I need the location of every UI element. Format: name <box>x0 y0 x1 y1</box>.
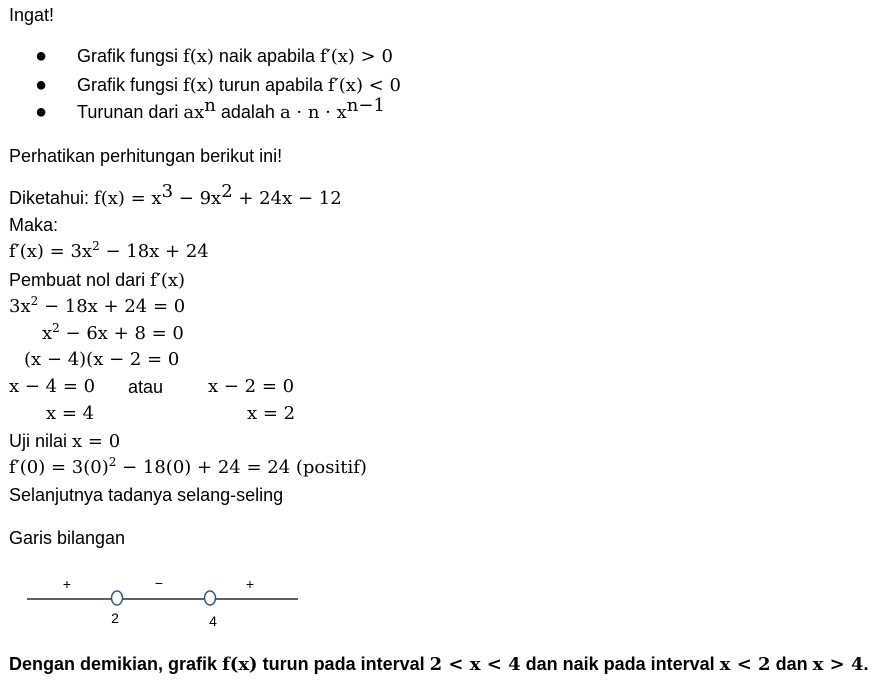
test-equation: $f'(0) = 3(0)^2 - 18(0) + 24 = 24$ (positif) <box>9 455 367 478</box>
bullet-dot-icon: ● <box>35 101 48 123</box>
instruction-text: Perhatikan perhitungan berikut ini! <box>9 146 283 166</box>
or-label: atau <box>128 377 164 397</box>
intro-label: Ingat! <box>9 5 55 25</box>
sign-positive-left: + <box>62 576 72 592</box>
conclusion-text: Dengan demikian, grafik f(x) turun pada interval 2 < x < 4 dan naik pada interval x < 2 dan x > 4. <box>9 654 869 675</box>
bullet-dot-icon: ● <box>35 74 48 96</box>
point-label-4: 4 <box>209 613 217 629</box>
sign-positive-right: + <box>245 576 255 592</box>
number-line <box>0 560 320 640</box>
open-circle-point-4 <box>205 591 216 605</box>
bullet-dot-icon: ● <box>35 45 48 67</box>
root-equation-right: x − 2 = 0 <box>208 376 295 397</box>
point-label-2: 2 <box>111 610 119 626</box>
root-value-left: x = 4 <box>46 403 95 424</box>
open-circle-point-2 <box>112 591 123 605</box>
step-equation: (x − 4)(x − 2 = 0 <box>24 349 180 370</box>
derivative-equation: $f'(x) = 3x^2 - 18x + 24$ <box>9 239 209 262</box>
sign-negative-middle: − <box>154 575 164 591</box>
test-label: Uji nilai x = 0 <box>9 431 121 452</box>
step-equation: $x^2 - 6x + 8 = 0$ <box>42 321 184 344</box>
maka-label: Maka: <box>9 215 59 235</box>
step-equation: $3x^2 - 18x + 24 = 0$ <box>9 294 186 317</box>
alternating-note: Selanjutnya tadanya selang-seling <box>9 485 284 505</box>
root-value-right: x = 2 <box>247 403 296 424</box>
root-equation-left: x − 4 = 0 <box>9 376 96 397</box>
number-line-title: Garis bilangan <box>9 528 126 548</box>
zero-label: Pembuat nol dari f′(x) <box>9 270 186 291</box>
given-equation: Diketahui: $f(x) = x^3 - 9x^2 + 24x - 12$ <box>9 181 342 209</box>
